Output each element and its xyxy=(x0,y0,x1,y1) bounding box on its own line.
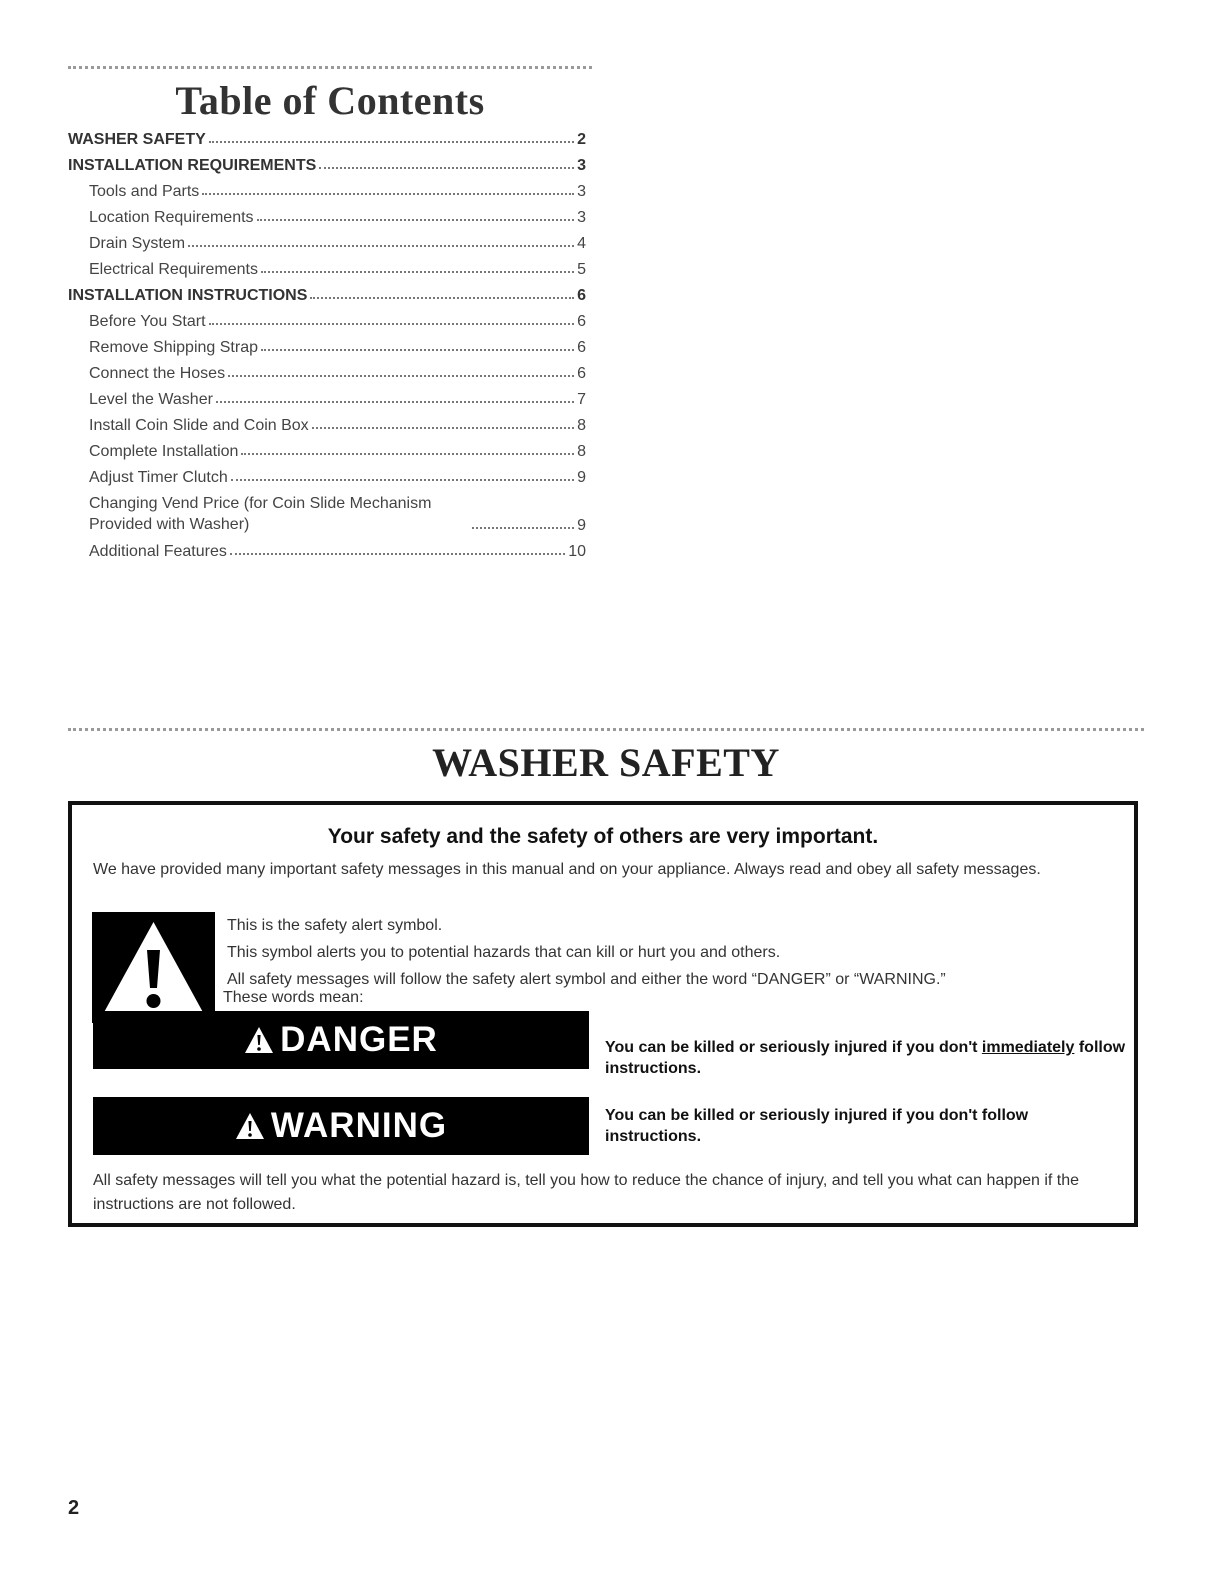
alert-line: These words mean: xyxy=(223,989,364,1006)
warning-signal-bar xyxy=(93,1097,589,1155)
toc-dot-leader xyxy=(261,271,574,273)
danger-label: DANGER xyxy=(280,1020,438,1059)
toc-entry-label: Tools and Parts xyxy=(89,183,200,200)
toc-entry-page: 5 xyxy=(577,261,586,278)
toc-entry-page: 9 xyxy=(577,469,586,486)
safety-alert-symbol-icon xyxy=(92,912,215,1023)
toc-entry-page: 7 xyxy=(577,391,586,408)
toc-entry xyxy=(68,123,586,149)
alert-line: This symbol alerts you to potential hazards that can kill or hurt you and others. xyxy=(227,944,781,961)
toc-dot-leader xyxy=(261,349,574,351)
toc-dot-leader xyxy=(228,375,574,377)
toc-entry-label: Additional Features xyxy=(89,543,227,560)
alert-line: All safety messages will follow the safety alert symbol and either the word “DANGER” or “WARNING.” xyxy=(227,971,946,988)
danger-text-emphasis: immediately xyxy=(981,1039,1075,1056)
toc-entry-label: Level the Washer xyxy=(89,391,213,408)
toc-entry-label: WASHER SAFETY xyxy=(68,131,206,148)
toc-entry xyxy=(68,253,586,279)
toc-dot-leader xyxy=(202,193,574,195)
toc-entry xyxy=(68,279,586,305)
safety-footer: All safety messages will tell you what the potential hazard is, tell you how to reduce the chance of injury, and tell you what can happen if the instructions are not followed. xyxy=(93,1172,1080,1213)
alert-symbol-explanation xyxy=(223,917,1107,1016)
toc-entry-page: 6 xyxy=(577,287,586,304)
toc-entry xyxy=(68,383,586,409)
toc-entry xyxy=(68,535,586,561)
toc-entry xyxy=(68,461,586,487)
toc-entry-page: 3 xyxy=(577,183,586,200)
toc-entry-label: Electrical Requirements xyxy=(89,261,258,278)
danger-text-end: follow instructions. xyxy=(605,1039,1126,1077)
toc-entry-page: 3 xyxy=(577,157,586,174)
toc-entry xyxy=(68,175,586,201)
danger-description xyxy=(605,1037,1130,1079)
toc-entry-label: Complete Installation xyxy=(89,443,239,460)
danger-alert-icon xyxy=(244,1026,274,1054)
toc-dot-leader xyxy=(231,479,574,481)
toc-title: Table of Contents xyxy=(175,78,485,123)
toc-entry-page: 8 xyxy=(577,443,586,460)
toc-entry-label: Drain System xyxy=(89,235,186,252)
toc-dot-leader xyxy=(472,527,574,529)
toc-entry xyxy=(68,227,586,253)
toc-dot-leader xyxy=(188,245,574,247)
toc-entry-label: INSTALLATION INSTRUCTIONS xyxy=(68,287,308,304)
toc-entry xyxy=(68,487,586,535)
toc-entry xyxy=(68,409,586,435)
danger-text: You can be killed or seriously injured if you don't xyxy=(605,1039,982,1056)
safety-heading: Your safety and the safety of others are very important. xyxy=(327,825,879,848)
toc-dot-leader xyxy=(230,553,565,555)
toc-dot-leader xyxy=(312,427,574,429)
toc-dot-leader xyxy=(319,167,574,169)
toc-entry xyxy=(68,201,586,227)
toc-dot-leader xyxy=(241,453,574,455)
toc-entry xyxy=(68,435,586,461)
toc-dot-leader xyxy=(209,141,574,143)
toc-entry-label: Adjust Timer Clutch xyxy=(89,469,228,486)
toc-entry-page: 9 xyxy=(577,517,586,534)
toc-entry-label: Before You Start xyxy=(89,313,206,330)
toc-entry-label: INSTALLATION REQUIREMENTS xyxy=(68,157,317,174)
toc-entry-label: Location Requirements xyxy=(89,209,254,226)
toc-entry xyxy=(68,149,586,175)
safety-message-box xyxy=(68,801,1138,1227)
toc-entry-label: Install Coin Slide and Coin Box xyxy=(89,417,309,434)
warning-label: WARNING xyxy=(270,1106,448,1145)
washer-safety-title: WASHER SAFETY xyxy=(432,740,780,785)
danger-signal-bar xyxy=(93,1011,589,1069)
toc-entry-page: 6 xyxy=(577,313,586,330)
toc-entry-page: 4 xyxy=(577,235,586,252)
warning-description: You can be killed or seriously injured if you don't follow instructions. xyxy=(605,1107,1029,1145)
toc-entry-page: 10 xyxy=(568,543,586,560)
toc-entry-page: 6 xyxy=(577,365,586,382)
table-of-contents xyxy=(68,123,586,561)
toc-entry-label: Remove Shipping Strap xyxy=(89,339,258,356)
toc-top-rule xyxy=(68,66,592,69)
toc-entry xyxy=(68,357,586,383)
toc-entry-page: 8 xyxy=(577,417,586,434)
toc-entry-page: 3 xyxy=(577,209,586,226)
toc-entry-label: Connect the Hoses xyxy=(89,365,226,382)
page-number: 2 xyxy=(68,1497,80,1519)
safety-intro: We have provided many important safety messages in this manual and on your appliance. Always read and obey all safety messages. xyxy=(93,861,1041,878)
toc-entry-label: Changing Vend Price (for Coin Slide Mechanism Provided with Washer) xyxy=(89,495,432,533)
toc-entry-page: 6 xyxy=(577,339,586,356)
section-divider-rule xyxy=(68,728,1144,731)
toc-entry xyxy=(68,305,586,331)
toc-dot-leader xyxy=(216,401,574,403)
toc-dot-leader xyxy=(257,219,575,221)
warning-alert-icon xyxy=(235,1112,265,1140)
toc-entry xyxy=(68,331,586,357)
toc-dot-leader xyxy=(310,297,574,299)
toc-entry-page: 2 xyxy=(577,131,586,148)
alert-line: This is the safety alert symbol. xyxy=(227,917,443,934)
toc-dot-leader xyxy=(209,323,575,325)
